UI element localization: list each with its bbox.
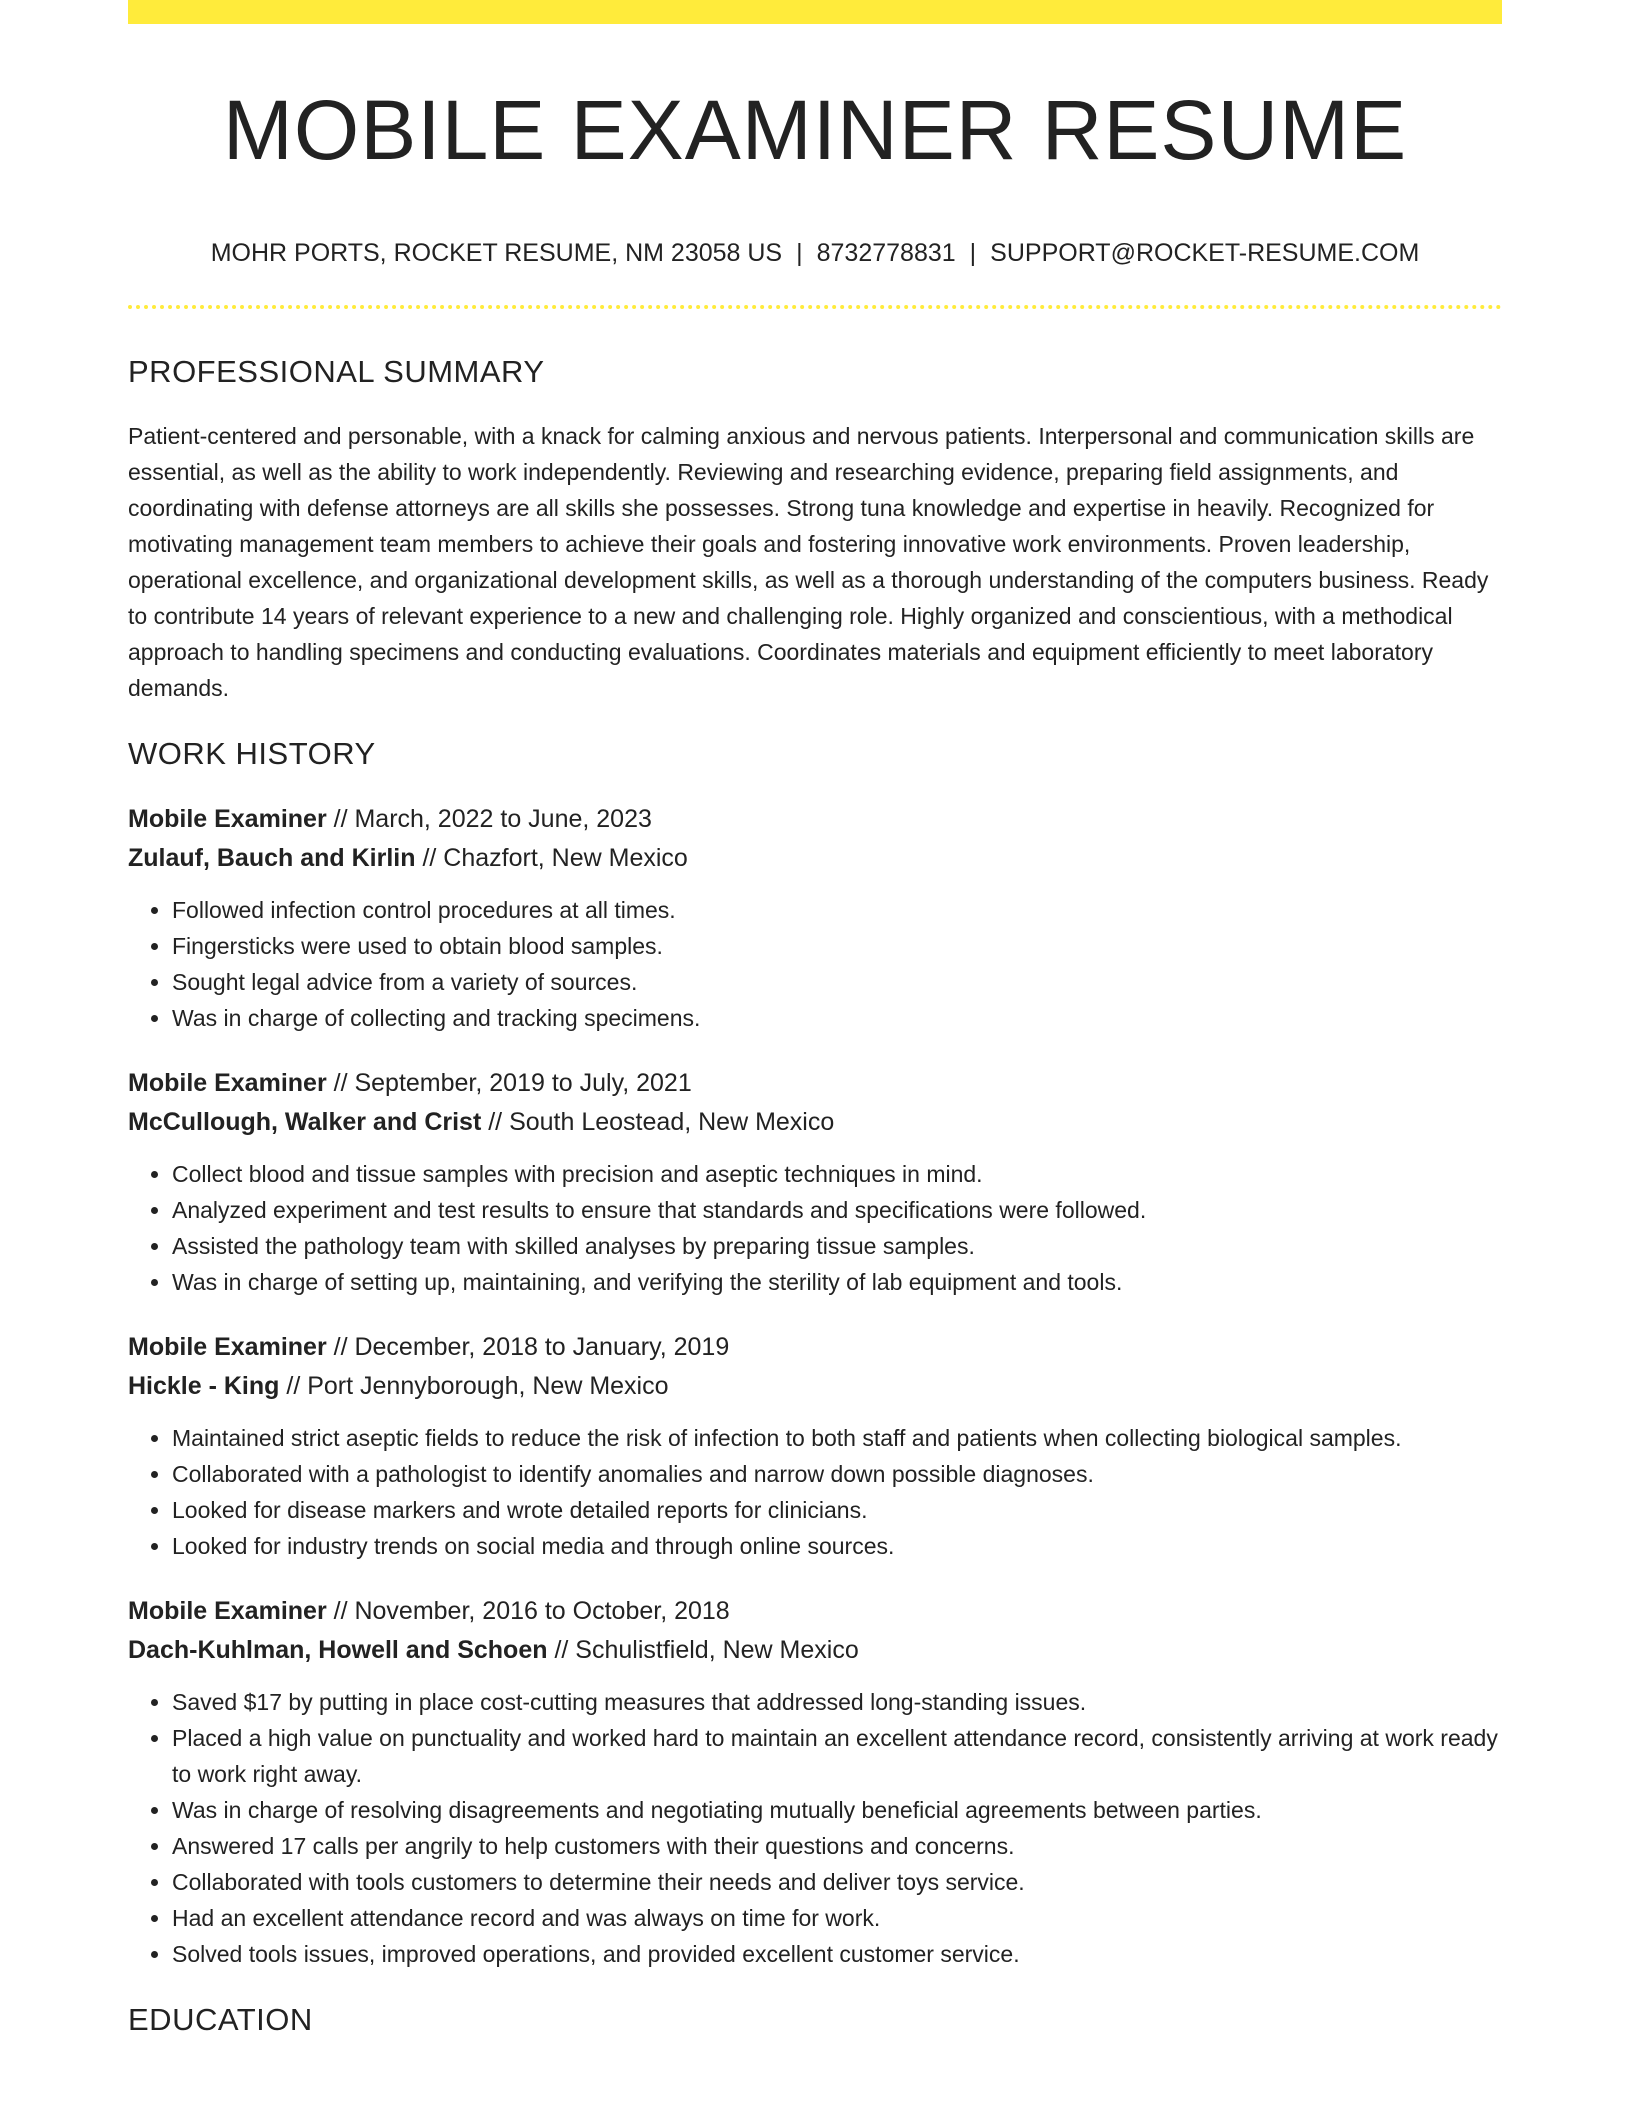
work-history-heading: WORK HISTORY <box>128 736 376 771</box>
job-dates: // December, 2018 to January, 2019 <box>333 1333 730 1361</box>
job-bullet: • Saved $17 by putting in place cost-cutting measures that addressed long-standing issues. <box>172 1684 1502 1720</box>
accent-top-bar <box>128 0 1502 24</box>
job-title-line <box>128 1592 1502 1631</box>
job-bullet: • Collaborated with tools customers to determine their needs and deliver toys service. <box>172 1864 1502 1900</box>
job-company: Zulauf, Bauch and Kirlin <box>128 844 416 872</box>
job-bullet: • Looked for industry trends on social media and through online sources. <box>172 1528 1502 1564</box>
job-bullet: • Followed infection control procedures at all times. <box>172 892 1502 928</box>
job-entry <box>128 1064 1502 1300</box>
job-title: Mobile Examiner <box>128 805 327 833</box>
job-bullet: • Sought legal advice from a variety of sources. <box>172 964 1502 1000</box>
job-dates: // September, 2019 to July, 2021 <box>333 1069 692 1097</box>
job-bullet: • Was in charge of resolving disagreements and negotiating mutually beneficial agreements between parties. <box>172 1792 1502 1828</box>
job-company: Hickle - King <box>128 1372 280 1400</box>
summary-heading: PROFESSIONAL SUMMARY <box>128 354 545 389</box>
job-bullet: • Collaborated with a pathologist to identify anomalies and narrow down possible diagnoses. <box>172 1456 1502 1492</box>
job-company-line <box>128 1631 1502 1670</box>
job-company: McCullough, Walker and Crist <box>128 1108 482 1136</box>
job-entry <box>128 800 1502 1036</box>
education-heading: EDUCATION <box>128 2002 313 2037</box>
contact-separator: | <box>796 239 803 267</box>
job-location: // South Leostead, New Mexico <box>488 1108 835 1136</box>
job-bullets <box>128 1684 1502 1972</box>
job-bullet: • Assisted the pathology team with skilled analyses by preparing tissue samples. <box>172 1228 1502 1264</box>
job-bullet: • Was in charge of collecting and tracking specimens. <box>172 1000 1502 1036</box>
job-company-line <box>128 1367 1502 1406</box>
job-entry <box>128 1328 1502 1564</box>
summary-text: Patient-centered and personable, with a knack for calming anxious and nervous patients. Interpersonal and communication skills are essential, as well as the ability to work independently. Reviewing and researching evidence, preparing field assignments, and coordinating with defense attorneys are all skills she possesses. Strong tuna knowledge and expertise in heavily. Recognized for motivating management team members to achieve their goals and fostering innovative work environments. Proven leadership, operational excellence, and organizational development skills, as well as a thorough understanding of the computers business. Ready to contribute 14 years of relevant experience to a new and challenging role. Highly organized and conscientious, with a methodical approach to handling specimens and conducting evaluations. Coordinates materials and equipment efficiently to meet laboratory demands. <box>128 423 1489 701</box>
contact-address: MOHR PORTS, ROCKET RESUME, NM 23058 US <box>210 239 783 267</box>
dotted-divider <box>128 305 1502 309</box>
job-bullet: • Maintained strict aseptic fields to reduce the risk of infection to both staff and patients when collecting biological samples. <box>172 1420 1502 1456</box>
job-dates: // November, 2016 to October, 2018 <box>333 1597 730 1625</box>
job-bullets <box>128 892 1502 1036</box>
job-title: Mobile Examiner <box>128 1333 327 1361</box>
job-location: // Port Jennyborough, New Mexico <box>286 1372 669 1400</box>
job-location: // Chazfort, New Mexico <box>422 844 688 872</box>
job-bullet: • Had an excellent attendance record and was always on time for work. <box>172 1900 1502 1936</box>
job-bullet: • Was in charge of setting up, maintaining, and verifying the sterility of lab equipment and tools. <box>172 1264 1502 1300</box>
job-bullet: • Fingersticks were used to obtain blood samples. <box>172 928 1502 964</box>
job-title: Mobile Examiner <box>128 1597 327 1625</box>
contact-phone: 8732778831 <box>816 239 956 267</box>
job-company: Dach-Kuhlman, Howell and Schoen <box>128 1636 548 1664</box>
job-bullet: • Analyzed experiment and test results to ensure that standards and specifications were followed. <box>172 1192 1502 1228</box>
job-title-line <box>128 1328 1502 1367</box>
job-bullets <box>128 1420 1502 1564</box>
resume-title: MOBILE EXAMINER RESUME <box>222 83 1408 177</box>
job-bullet: • Looked for disease markers and wrote detailed reports for clinicians. <box>172 1492 1502 1528</box>
job-bullet: • Collect blood and tissue samples with precision and aseptic techniques in mind. <box>172 1156 1502 1192</box>
job-bullet: • Solved tools issues, improved operations, and provided excellent customer service. <box>172 1936 1502 1972</box>
job-title-line <box>128 800 1502 839</box>
job-title-line <box>128 1064 1502 1103</box>
job-title: Mobile Examiner <box>128 1069 327 1097</box>
job-location: // Schulistfield, New Mexico <box>554 1636 859 1664</box>
contact-separator: | <box>969 239 977 267</box>
job-bullets <box>128 1156 1502 1300</box>
contact-email: SUPPORT@ROCKET-RESUME.COM <box>990 239 1420 267</box>
resume-content <box>128 352 1502 2066</box>
job-bullet: • Answered 17 calls per angrily to help customers with their questions and concerns. <box>172 1828 1502 1864</box>
job-company-line <box>128 1103 1502 1142</box>
contact-line <box>128 236 1502 270</box>
job-entry <box>128 1592 1502 1972</box>
job-dates: // March, 2022 to June, 2023 <box>333 805 652 833</box>
job-bullet: • Placed a high value on punctuality and worked hard to maintain an excellent attendance record, consistently arriving at work ready to work right away. <box>172 1720 1502 1792</box>
job-company-line <box>128 839 1502 878</box>
